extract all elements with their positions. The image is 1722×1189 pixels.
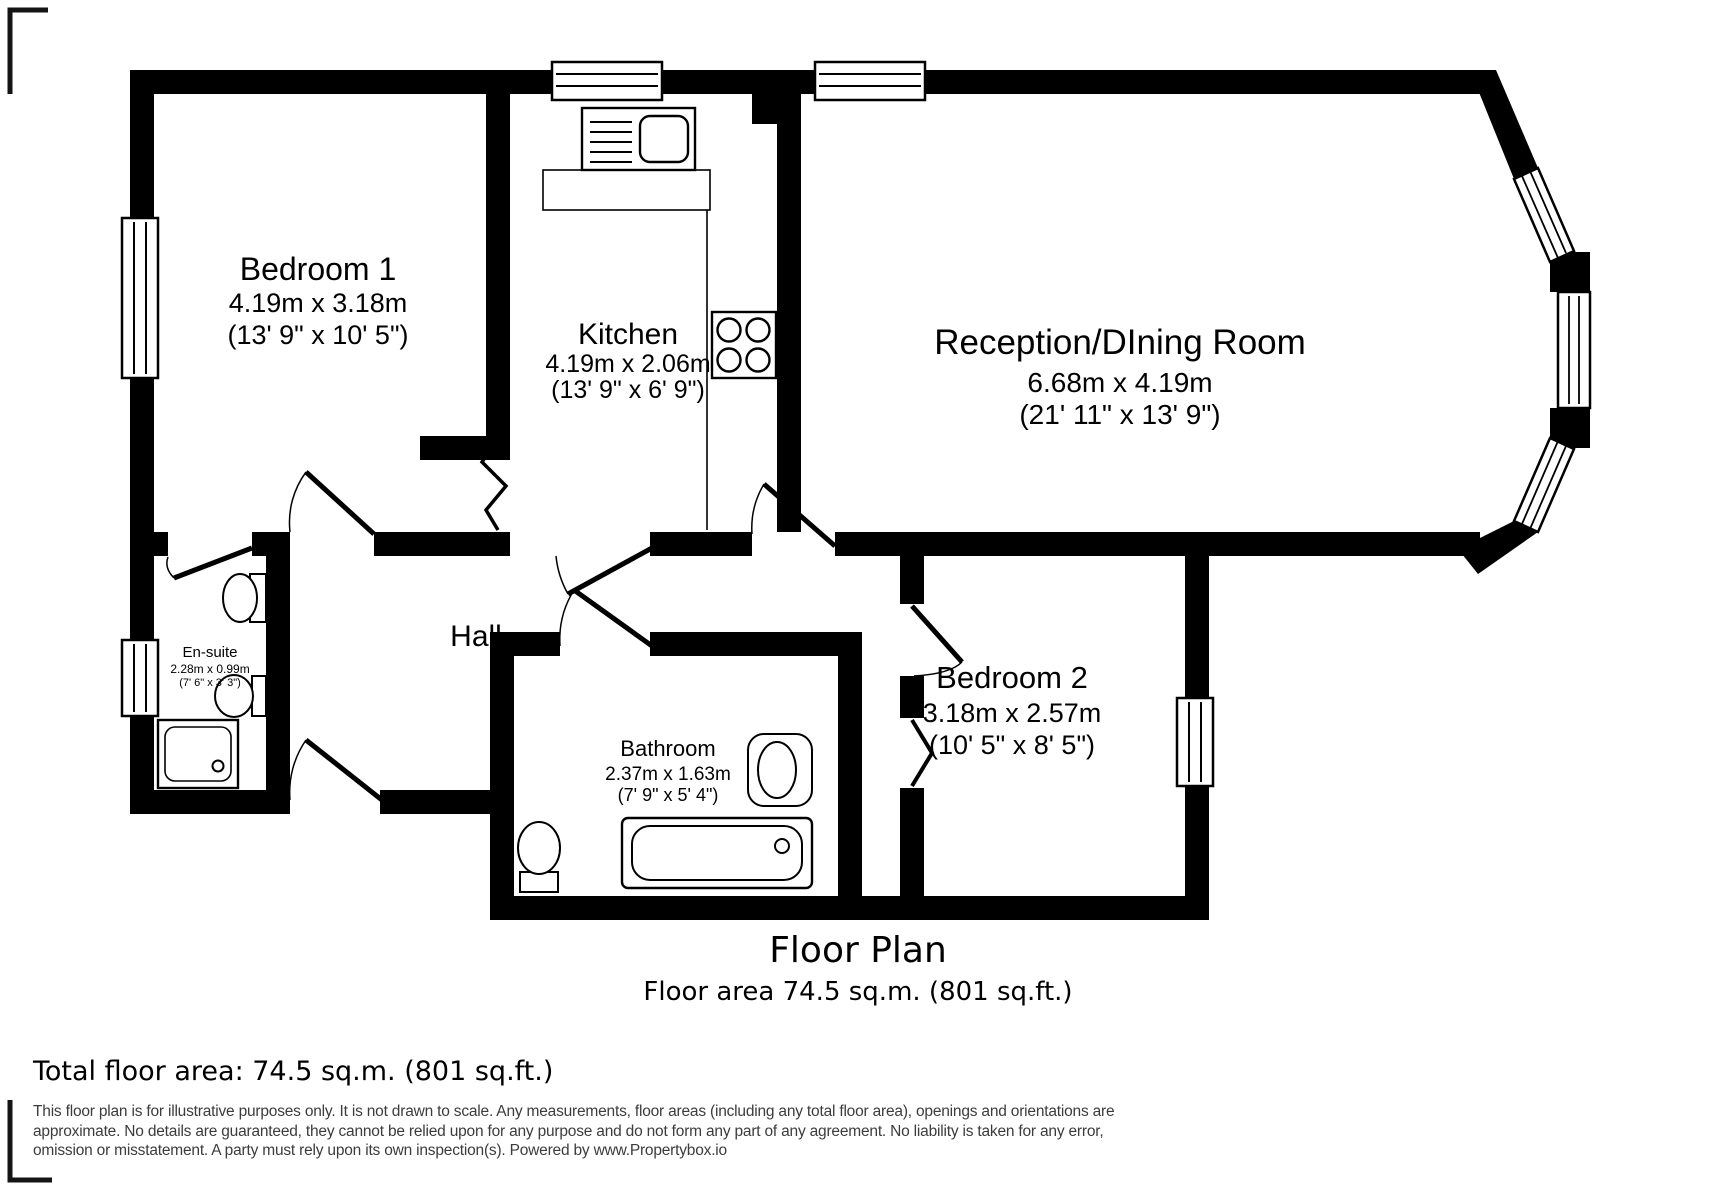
window-bay-top-diagonal bbox=[1514, 168, 1574, 262]
plan-title-block bbox=[643, 930, 1072, 1007]
bedroom1-name: Bedroom 1 bbox=[239, 251, 397, 287]
disclaimer-text: This floor plan is for illustrative purposes only. It is not drawn to scale. Any measurements, floor areas (including any total floor area), openings and orientations are approximate. No details are guaranteed, they cannot be relied upon for any purpose and do not form any part of any agreement. No liability is taken for any error, omission or misstatement. A party must rely upon its own inspection(s). Powered by www.Propertybox.io bbox=[33, 1103, 1115, 1159]
ensuite-dim-ft: (7' 6" x 3' 3") bbox=[179, 677, 241, 689]
window-ensuite-left bbox=[122, 640, 158, 716]
bathroom-toilet bbox=[518, 822, 560, 892]
window-bay-bottom-diagonal bbox=[1514, 438, 1574, 532]
bedroom2-dim-ft: (10' 5" x 8' 5") bbox=[928, 730, 1096, 760]
window-reception-top bbox=[815, 62, 925, 100]
wall-kitchen-top-stub bbox=[752, 94, 777, 124]
wall-top bbox=[130, 70, 1480, 94]
bathroom-dim-m: 2.37m x 1.63m bbox=[605, 764, 731, 785]
wall-bed2-left-stub2 bbox=[900, 676, 924, 718]
wall-bathroom-left bbox=[490, 632, 514, 920]
plan-title: Floor Plan bbox=[769, 930, 947, 971]
wall-bed2-left-stub3 bbox=[900, 788, 924, 896]
wall-bed2-left-stub1 bbox=[900, 556, 924, 604]
kitchen-dim-m: 4.19m x 2.06m bbox=[545, 350, 711, 378]
hall-name: Hall bbox=[450, 620, 502, 653]
bathroom-name: Bathroom bbox=[620, 736, 716, 761]
ensuite-shower bbox=[158, 720, 238, 788]
wall-ensuite-right bbox=[266, 556, 290, 814]
kitchen-name: Kitchen bbox=[577, 318, 679, 351]
total-floor-area: Total floor area: 74.5 sq.m. (801 sq.ft.) bbox=[33, 1056, 554, 1087]
door-bathroom bbox=[560, 590, 652, 646]
door-kitchen bbox=[556, 548, 652, 594]
plan-subtitle: Floor area 74.5 sq.m. (801 sq.ft.) bbox=[643, 977, 1073, 1007]
ensuite-name: En-suite bbox=[182, 644, 238, 661]
window-bay-middle bbox=[1558, 292, 1590, 408]
window-kitchen-top bbox=[552, 62, 662, 100]
wall-kitchen-reception bbox=[777, 94, 801, 532]
wall-bottom-main bbox=[490, 896, 1209, 920]
wall-bed1-kitchen bbox=[486, 94, 510, 436]
bedroom1-dim-ft: (13' 9" x 10' 5") bbox=[227, 320, 409, 350]
wall-ensuite-bottom bbox=[130, 790, 290, 814]
wall-hall-top-a bbox=[154, 532, 168, 556]
kitchen-hob bbox=[712, 312, 776, 378]
wall-bathroom-top-a bbox=[514, 632, 560, 656]
kitchen-sink bbox=[582, 108, 695, 170]
wall-bathroom-top-b bbox=[650, 632, 862, 656]
bathroom-basin bbox=[748, 734, 812, 806]
ensuite-dim-m: 2.28m x 0.99m bbox=[170, 662, 250, 676]
door-bedroom1 bbox=[289, 472, 374, 534]
ensuite-basin bbox=[223, 574, 266, 622]
bedroom1-dim-m: 4.19m x 3.18m bbox=[228, 288, 408, 318]
reception-dim-m: 6.68m x 4.19m bbox=[1027, 367, 1213, 398]
wall-hall-top-c bbox=[374, 532, 510, 556]
corner-mark-top-left bbox=[10, 10, 48, 94]
bedroom2-name: Bedroom 2 bbox=[936, 660, 1088, 695]
bathroom-dim-ft: (7' 9" x 5' 4") bbox=[617, 785, 719, 805]
wall-bay-top-diagonal bbox=[1470, 70, 1538, 179]
window-bedroom2-right bbox=[1177, 698, 1213, 786]
wall-bathroom-right bbox=[838, 632, 862, 920]
reception-name: Reception/DIning Room bbox=[934, 323, 1306, 362]
bedroom2-dim-m: 3.18m x 2.57m bbox=[922, 698, 1102, 728]
wall-reception-bottom bbox=[835, 532, 1480, 556]
walls bbox=[130, 70, 1590, 920]
corner-marks bbox=[10, 10, 52, 1180]
bathtub bbox=[622, 818, 812, 888]
door-entrance bbox=[290, 740, 382, 800]
kitchen-dim-ft: (13' 9" x 6' 9") bbox=[551, 376, 705, 404]
wall-hall-top-d bbox=[650, 532, 752, 556]
window-bedroom1-left bbox=[122, 218, 158, 378]
wall-bay-bottom-diagonal bbox=[1458, 521, 1538, 574]
wall-hall-top-b bbox=[252, 532, 290, 556]
reception-dim-ft: (21' 11" x 13' 9") bbox=[1019, 399, 1221, 430]
